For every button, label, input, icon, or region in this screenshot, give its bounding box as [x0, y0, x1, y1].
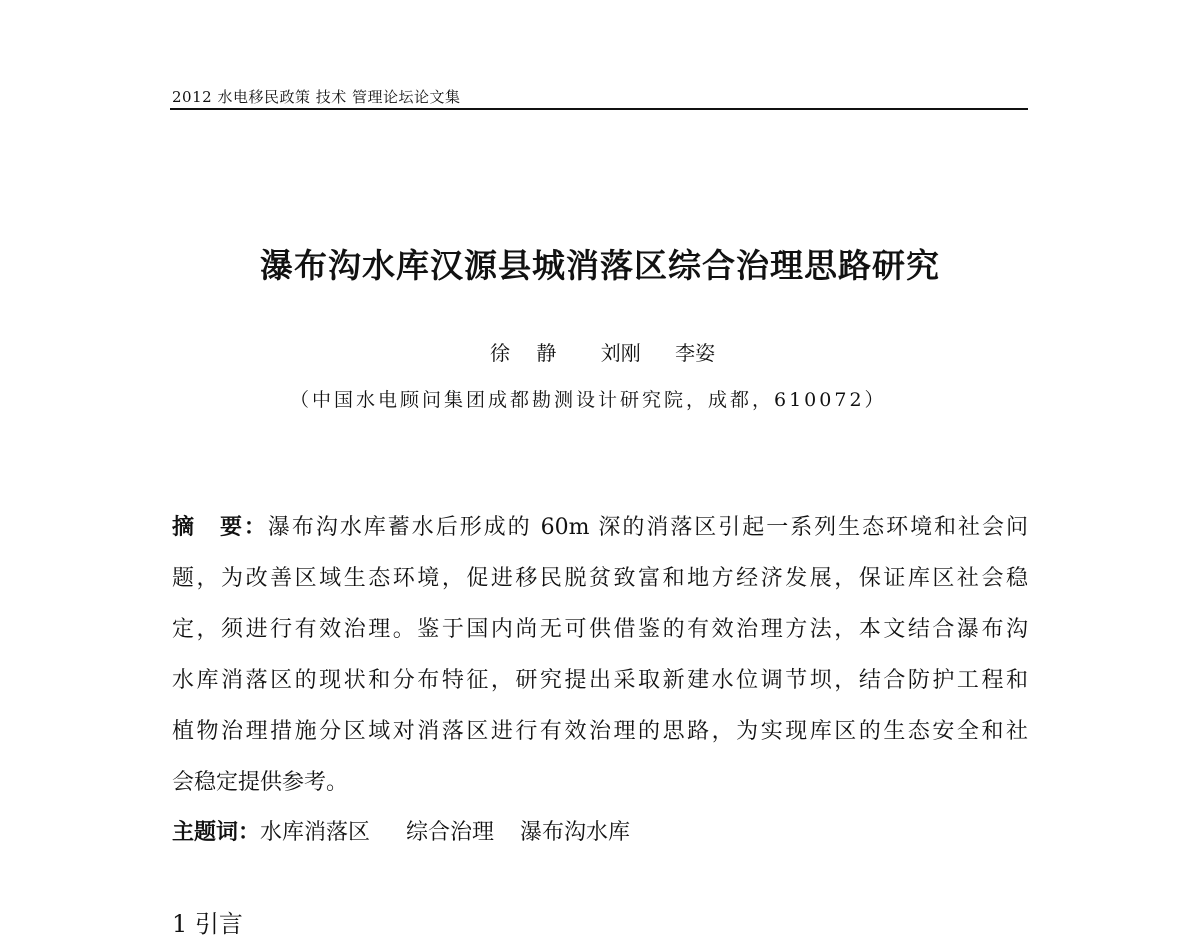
header-rule — [170, 108, 1028, 110]
author-name: 刘刚 — [600, 341, 641, 365]
abstract-line: 植物治理措施分区域对消落区进行有效治理的思路，为实现库区的生态安全和社 — [172, 719, 1028, 744]
author-name: 李姿 — [675, 341, 716, 365]
section-heading: 1 引言 — [172, 910, 243, 938]
abstract-line: 水库消落区的现状和分布特征，研究提出采取新建水位调节坝，结合防护工程和 — [172, 668, 1028, 693]
abstract-label: 摘 要： — [172, 514, 268, 540]
abstract-line: 会稳定提供参考。 — [172, 770, 349, 795]
abstract-line — [172, 502, 1028, 553]
keywords-label: 主题词： — [172, 819, 261, 845]
paper-title: 瀑布沟水库汉源县城消落区综合治理思路研究 — [260, 246, 940, 285]
abstract-line: 定，须进行有效治理。鉴于国内尚无可供借鉴的有效治理方法，本文结合瀑布沟 — [172, 617, 1028, 642]
keyword: 水库消落区 — [260, 820, 371, 845]
abstract-line: 题，为改善区域生态环境，促进移民脱贫致富和地方经济发展，保证库区社会稳 — [172, 566, 1028, 591]
author-list — [490, 337, 715, 366]
abstract-text: 瀑布沟水库蓄水后形成的 60m 深的消落区引起一系列生态环境和社会问 — [267, 515, 1028, 540]
author-name: 徐 静 — [490, 341, 567, 365]
abstract — [172, 502, 1028, 808]
running-header: 2012 水电移民政策 技术 管理论坛论文集 — [172, 88, 461, 106]
keywords — [172, 815, 630, 846]
keyword: 瀑布沟水库 — [520, 820, 631, 845]
affiliation: （中国水电顾问集团成都勘测设计研究院，成都，610072） — [290, 389, 887, 411]
keyword: 综合治理 — [406, 820, 495, 845]
